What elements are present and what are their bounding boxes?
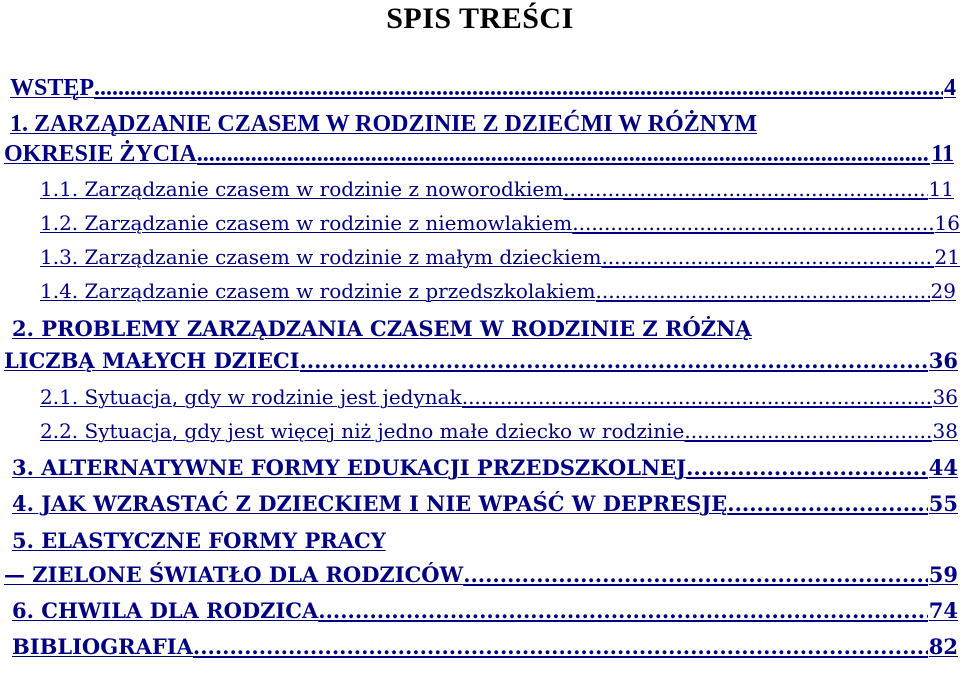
toc-entry-label: 1.4. Zarządzanie czasem w rodzinie z przedszkolakiem (40, 279, 596, 303)
toc-entry-1-3[interactable] (40, 245, 960, 269)
toc-entry-wstep[interactable] (10, 75, 956, 102)
toc-page-number: 44 (928, 455, 958, 480)
toc-entry-label: 1.3. Zarządzanie czasem w rodzinie z małym dzieckiem (40, 245, 602, 269)
toc-page-number: 4 (944, 75, 956, 101)
toc-leader-dots (197, 141, 931, 168)
toc-entry-label: 1.1. Zarządzanie czasem w rodzinie z noworodkiem (40, 177, 564, 201)
toc-leader-dots (462, 385, 932, 409)
toc-entry-1-1[interactable] (40, 177, 954, 201)
toc-leader-dots (686, 455, 928, 480)
toc-entry-chapter-5-line1[interactable]: 5. ELASTYCZNE FORMY PRACY (12, 528, 386, 553)
toc-entry-label: WSTĘP (10, 75, 95, 101)
toc-entry-label: 3. ALTERNATYWNE FORMY EDUKACJI PRZEDSZKOLNEJ (12, 455, 687, 480)
toc-entry-label: — ZIELONE ŚWIATŁO DLA RODZICÓW (4, 562, 464, 587)
toc-entry-1-4[interactable] (40, 279, 956, 303)
toc-entry-2-2[interactable] (40, 419, 958, 443)
toc-leader-dots (601, 245, 933, 269)
toc-page-number: 59 (928, 562, 958, 587)
toc-entry-chapter-4[interactable] (12, 491, 958, 516)
toc-entry-label: 4. JAK WZRASTAĆ Z DZIECKIEM I NIE WPAŚĆ W DEPRESJĘ (12, 491, 728, 516)
toc-entry-2-1[interactable] (40, 385, 958, 409)
toc-entry-chapter-5[interactable] (4, 562, 958, 587)
toc-page-number: 36 (928, 348, 958, 373)
toc-leader-dots (684, 419, 931, 443)
toc-entry-label: OKRESIE ŻYCIA (4, 141, 197, 167)
toc-entry-label: LICZBĄ MAŁYCH DZIECI (4, 348, 300, 373)
page-title: SPIS TREŚCI (386, 2, 574, 35)
toc-page-number: 16 (934, 211, 960, 235)
toc-entry-chapter-2-line1[interactable]: 2. PROBLEMY ZARZĄDZANIA CZASEM W RODZINIE Z RÓŻNĄ (12, 316, 752, 341)
toc-leader-dots (463, 562, 928, 587)
toc-page-number: 21 (934, 245, 960, 269)
toc-page-number: 11 (928, 177, 954, 201)
toc-page-number: 74 (928, 598, 958, 623)
toc-page-number: 38 (932, 419, 958, 443)
toc-entry-label: 2.2. Sytuacja, gdy jest więcej niż jedno małe dziecko w rodzinie (40, 419, 685, 443)
toc-entry-label: 1.2. Zarządzanie czasem w rodzinie z niemowlakiem (40, 211, 573, 235)
toc-entry-chapter-6[interactable] (12, 598, 958, 623)
toc-leader-dots (94, 75, 943, 102)
toc-page-number: 82 (928, 634, 958, 659)
toc-entry-1-2[interactable] (40, 211, 960, 235)
toc-leader-dots (596, 279, 930, 303)
toc-entry-chapter-3[interactable] (12, 455, 958, 480)
toc-leader-dots (727, 491, 927, 516)
toc-entry-chapter-1[interactable] (4, 141, 954, 168)
toc-leader-dots (318, 598, 928, 623)
toc-entry-chapter-2[interactable] (4, 348, 958, 373)
toc-entry-label: 2.1. Sytuacja, gdy w rodzinie jest jedynak (40, 385, 462, 409)
toc-leader-dots (300, 348, 928, 373)
toc-page-number: 55 (928, 491, 958, 516)
toc-entry-bibliography[interactable] (12, 634, 958, 659)
toc-page-number: 36 (932, 385, 958, 409)
toc-leader-dots (193, 634, 928, 659)
toc-page-number: 11 (931, 141, 954, 167)
toc-page-number: 29 (930, 279, 956, 303)
toc-entry-chapter-1-line1[interactable]: 1. ZARZĄDZANIE CZASEM W RODZINIE Z DZIEĆMI W RÓŻNYM (10, 111, 758, 137)
toc-leader-dots (563, 177, 927, 201)
toc-entry-label: 6. CHWILA DLA RODZICA (12, 598, 319, 623)
toc-leader-dots (572, 211, 933, 235)
toc-entry-label: BIBLIOGRAFIA (12, 634, 193, 659)
